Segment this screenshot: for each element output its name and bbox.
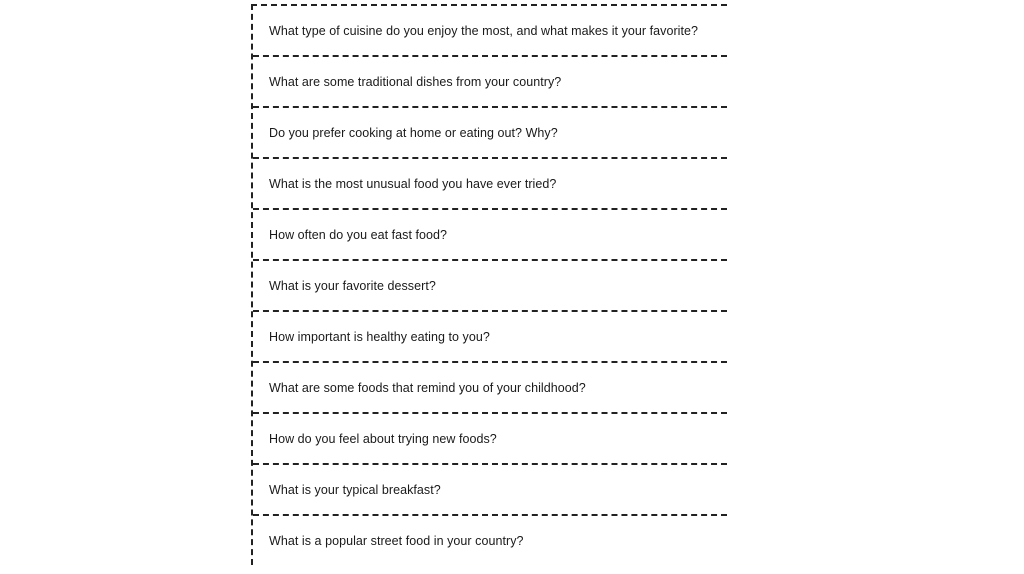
question-text: How important is healthy eating to you? [269,329,490,344]
question-text: What type of cuisine do you enjoy the most, and what makes it your favorite? [269,23,699,38]
question-card [253,312,727,363]
question-text: What is a popular street food in your country? [269,533,524,548]
question-card [253,159,727,210]
question-card [253,414,727,465]
question-card [253,516,727,565]
question-card [253,57,727,108]
question-card [253,6,727,57]
question-text: How do you feel about trying new foods? [269,431,497,446]
question-text: What is the most unusual food you have ever tried? [269,176,557,191]
question-card-list [251,4,727,565]
question-text: What is your typical breakfast? [269,482,441,497]
question-text: How often do you eat fast food? [269,227,448,242]
question-text: What are some foods that remind you of your childhood? [269,380,586,395]
question-card [253,210,727,261]
question-card [253,108,727,159]
question-text: What is your favorite dessert? [269,278,436,293]
question-text: What are some traditional dishes from your country? [269,74,562,89]
question-card [253,261,727,312]
question-card [253,465,727,516]
question-card [253,363,727,414]
question-text: Do you prefer cooking at home or eating out? Why? [269,125,558,140]
